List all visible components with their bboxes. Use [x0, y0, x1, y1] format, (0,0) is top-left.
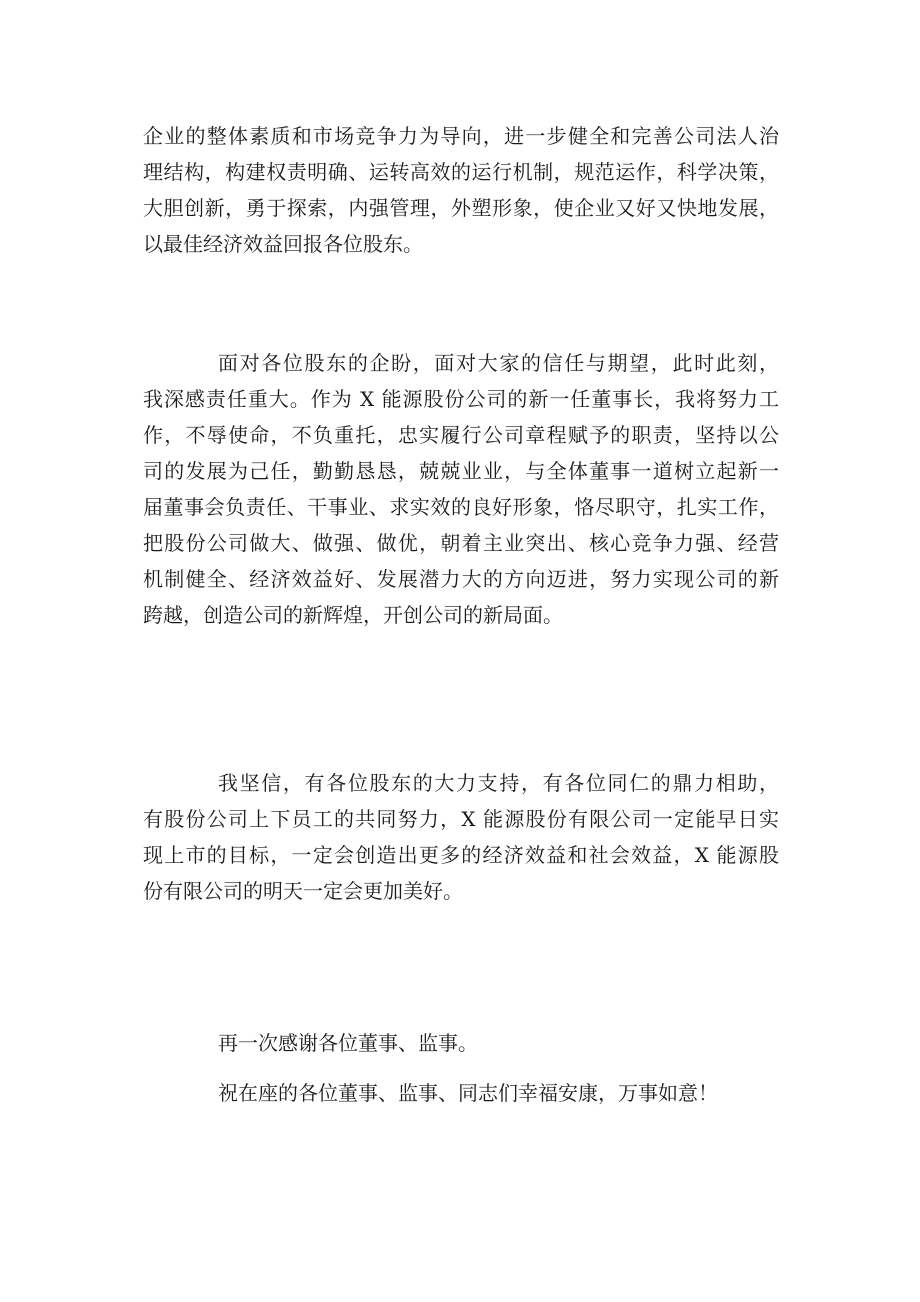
- text-line: 理结构，构建权责明确、运转高效的运行机制，规范运作，科学决策，: [143, 160, 779, 184]
- text-line: 以最佳经济效益回报各位股东。: [143, 232, 423, 256]
- text-line: 大胆创新，勇于探索，内强管理，外塑形象，使企业又好又快地发展，: [143, 196, 779, 220]
- text-line: 有股份公司上下员工的共同努力，X 能源股份有限公司一定能早日实: [143, 807, 779, 831]
- text-line: 面对各位股东的企盼，面对大家的信任与期望，此时此刻，: [218, 351, 779, 375]
- paragraph-3: [143, 765, 779, 909]
- text-line: 现上市的目标，一定会创造出更多的经济效益和社会效益，X 能源股: [143, 843, 779, 867]
- text-line: 祝在座的各位董事、监事、同志们幸福安康，万事如意！: [218, 1081, 718, 1105]
- paragraph-4: [143, 1025, 478, 1061]
- text-line: 企业的整体素质和市场竞争力为导向，进一步健全和完善公司法人治: [143, 124, 779, 148]
- text-line: 司的发展为己任，勤勤恳恳，兢兢业业，与全体董事一道树立起新一: [143, 459, 779, 483]
- text-line: 再一次感谢各位董事、监事。: [218, 1031, 478, 1055]
- paragraph-1: [143, 118, 779, 262]
- text-line: 份有限公司的明天一定会更加美好。: [143, 879, 463, 903]
- paragraph-5: [143, 1075, 718, 1111]
- text-line: 我坚信，有各位股东的大力支持，有各位同仁的鼎力相助，: [218, 771, 779, 795]
- text-line: 机制健全、经济效益好、发展潜力大的方向迈进，努力实现公司的新: [143, 567, 779, 591]
- text-line: 我深感责任重大。作为 X 能源股份公司的新一任董事长，我将努力工: [143, 387, 779, 411]
- text-line: 作，不辱使命，不负重托，忠实履行公司章程赋予的职责，坚持以公: [143, 423, 779, 447]
- text-line: 届董事会负责任、干事业、求实效的良好形象，恪尽职守，扎实工作，: [143, 495, 779, 519]
- text-line: 跨越，创造公司的新辉煌，开创公司的新局面。: [143, 603, 563, 627]
- paragraph-2: [143, 345, 779, 633]
- text-line: 把股份公司做大、做强、做优，朝着主业突出、核心竞争力强、经营: [143, 531, 779, 555]
